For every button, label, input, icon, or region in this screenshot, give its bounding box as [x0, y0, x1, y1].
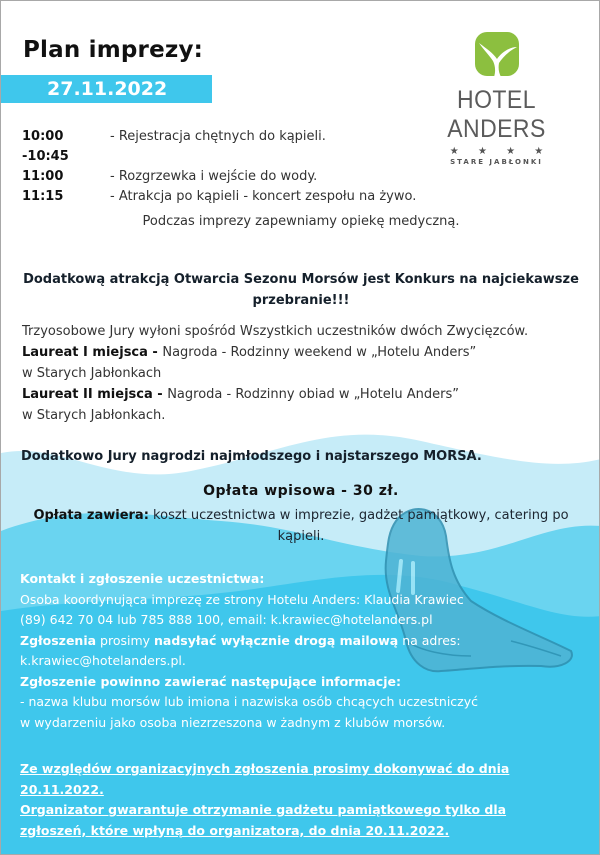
contest-line: Dodatkową atrakcją Otwarcia Sezonu Morsów jest Konkurs na najciekawsze — [23, 272, 579, 287]
schedule-desc: - Atrakcja po kąpieli - koncert zespołu na żywo. — [110, 189, 417, 204]
first-prize-label: Laureat I miejsca - — [22, 345, 163, 360]
jury-intro: Trzyosobowe Jury wyłoni spośród Wszystkich uczestników dwóch Zwycięzców. — [22, 324, 529, 339]
deadline-line: zgłoszeń, które wpłyną do organizatora, do dnia 20.11.2022. — [20, 822, 450, 838]
second-prize — [22, 384, 528, 405]
deadline-line: 20.11.2022. — [20, 781, 104, 797]
schedule-time: 10:00 -10:45 — [22, 129, 69, 164]
fee-includes-label: Opłata zawiera: — [33, 508, 149, 523]
first-prize-location: w Starych Jabłonkach — [22, 366, 162, 381]
schedule-list — [22, 127, 416, 207]
second-prize-label: Laureat II miejsca - — [22, 387, 168, 402]
schedule-desc: - Rozgrzewka i wejście do wody. — [110, 169, 318, 184]
contact-phones: (89) 642 70 04 lub 785 888 100, email: k.krawiec@hotelanders.pl — [20, 612, 433, 627]
page-title: Plan imprezy: — [23, 37, 204, 63]
submission-text: na adres: — [398, 632, 461, 648]
requirement-line: w wydarzeniu jako osoba niezrzeszona w żadnym z klubów morsów. — [20, 714, 446, 730]
submission-bold: nadsyłać wyłącznie drogą mailową — [154, 632, 399, 648]
hotel-location: STARE JABŁONKI — [450, 158, 543, 166]
hotel-logo — [409, 31, 584, 166]
fee-includes-text: koszt uczestnictwa w imprezie, gadżet pamiątkowy, catering po kąpieli. — [148, 508, 569, 544]
submission-instructions — [20, 631, 478, 652]
deadline-line: Ze względów organizacyjnych zgłoszenia prosimy dokonywać do dnia — [20, 761, 510, 776]
medical-note: Podczas imprezy zapewniamy opiekę medyczną. — [142, 214, 460, 229]
leaf-logo-icon — [473, 31, 521, 77]
schedule-item — [22, 127, 416, 167]
contest-line: przebranie!!! — [252, 293, 350, 308]
schedule-item — [22, 187, 416, 207]
extra-award: Dodatkowo Jury nagrodzi najmłodszego i najstarszego MORSA. — [21, 449, 482, 464]
submission-bold: Zgłoszenia — [20, 632, 97, 648]
hotel-name: HOTEL ANDERS — [447, 86, 546, 143]
schedule-time: 11:00 — [22, 169, 64, 184]
second-prize-desc: Nagroda - Rodzinny obiad w „Hotelu Anders” — [167, 387, 459, 402]
submission-text: prosimy — [96, 632, 155, 648]
schedule-item — [22, 167, 416, 187]
requirement-line: - nazwa klubu morsów lub imiona i nazwiska osób chcących uczestniczyć — [20, 694, 478, 709]
prizes-section — [22, 321, 528, 426]
hotel-stars: ★ ★ ★ ★ — [449, 146, 552, 157]
entry-fee: Opłata wpisowa - 30 zł. — [203, 483, 399, 499]
event-date: 27.11.2022 — [47, 78, 168, 100]
schedule-time: 11:15 — [22, 189, 64, 204]
date-banner — [1, 75, 212, 103]
deadline-notice — [20, 759, 509, 841]
deadline-line: Organizator gwarantuje otrzymanie gadżetu pamiątkowego tylko dla — [20, 802, 507, 817]
coordinator: Osoba koordynująca imprezę ze strony Hotelu Anders: Klaudia Krawiec — [20, 591, 464, 607]
requirements-heading: Zgłoszenie powinno zawierać następujące informacje: — [20, 673, 401, 689]
contest-announcement — [11, 269, 591, 311]
contact-email-link[interactable]: k.krawiec@hotelanders.pl. — [20, 653, 186, 668]
contact-heading: Kontakt i zgłoszenie uczestnictwa: — [20, 571, 265, 586]
contact-section — [20, 569, 478, 733]
schedule-desc: - Rejestracja chętnych do kąpieli. — [110, 129, 326, 144]
first-prize — [22, 342, 528, 363]
second-prize-location: w Starych Jabłonkach. — [22, 408, 166, 423]
first-prize-desc: Nagroda - Rodzinny weekend w „Hotelu Anders” — [162, 345, 477, 360]
fee-includes — [21, 505, 581, 547]
